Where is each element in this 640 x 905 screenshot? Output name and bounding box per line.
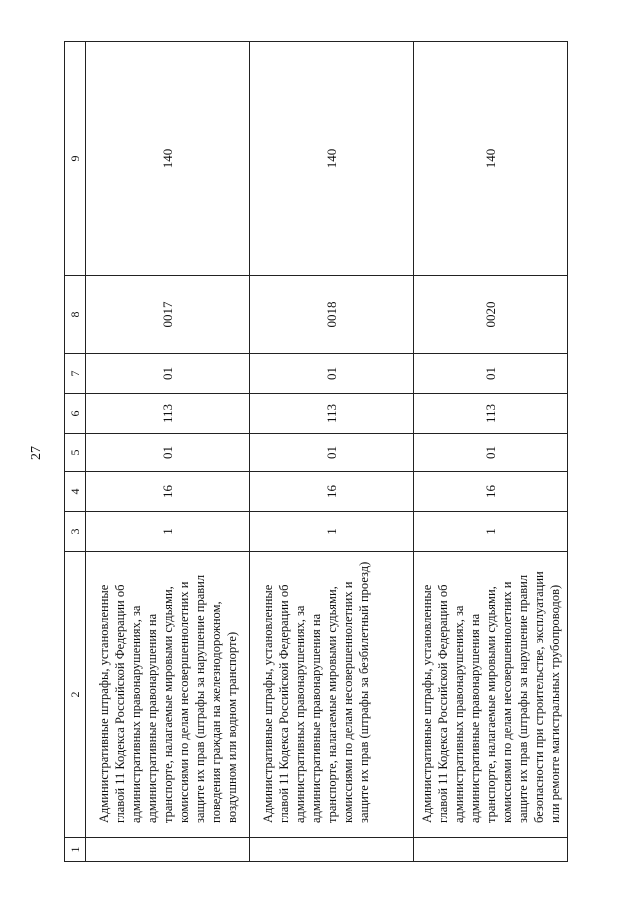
code-cell: 01 xyxy=(86,354,250,394)
header-cell-5: 5 xyxy=(65,434,86,472)
code-cell: 0020 xyxy=(414,276,568,354)
table-row xyxy=(414,42,568,862)
row-number-cell xyxy=(414,838,568,862)
code-cell: 1 xyxy=(414,512,568,552)
row-number-cell xyxy=(86,838,250,862)
header-row xyxy=(65,42,86,862)
header-cell-2: 2 xyxy=(65,552,86,838)
header-cell-3: 3 xyxy=(65,512,86,552)
header-cell-8: 8 xyxy=(65,276,86,354)
code-cell: 16 xyxy=(414,472,568,512)
code-cell: 140 xyxy=(86,42,250,276)
code-cell: 01 xyxy=(250,434,414,472)
code-cell: 140 xyxy=(414,42,568,276)
row-description: Административные штрафы, установленные главой 11 Кодекса Российской Федерации об административных правонарушениях, за административные правонарушения на транспорте, налагаемые мировыми судьями, комиссиями по делам несовершеннолетних и защите их прав (штрафы за нарушение правил безопасности при строительстве, эксплуатации или ремонте магистральных трубопроводов) xyxy=(414,552,568,838)
code-cell: 01 xyxy=(86,434,250,472)
header-cell-4: 4 xyxy=(65,472,86,512)
code-cell: 1 xyxy=(86,512,250,552)
rotated-table-container xyxy=(64,42,560,862)
row-description: Административные штрафы, установленные главой 11 Кодекса Российской Федерации об административных правонарушениях, за административные правонарушения на транспорте, налагаемые мировыми судьями, комиссиями по делам несовершеннолетних и защите их прав (штрафы за нарушение правил поведения граждан на железнодорожном, воздушном или водном транспорте) xyxy=(86,552,250,838)
code-cell: 140 xyxy=(250,42,414,276)
code-cell: 1 xyxy=(250,512,414,552)
code-cell: 01 xyxy=(250,354,414,394)
code-cell: 113 xyxy=(250,394,414,434)
code-cell: 16 xyxy=(86,472,250,512)
code-cell: 01 xyxy=(414,434,568,472)
budget-classification-table xyxy=(64,41,568,862)
code-cell: 16 xyxy=(250,472,414,512)
code-cell: 113 xyxy=(86,394,250,434)
header-cell-6: 6 xyxy=(65,394,86,434)
code-cell: 0017 xyxy=(86,276,250,354)
table-row xyxy=(86,42,250,862)
code-cell: 01 xyxy=(414,354,568,394)
row-number-cell xyxy=(250,838,414,862)
header-cell-7: 7 xyxy=(65,354,86,394)
page-number: 27 xyxy=(29,446,44,460)
row-description: Административные штрафы, установленные главой 11 Кодекса Российской Федерации об административных правонарушениях, за административные правонарушения на транспорте, налагаемые мировыми судьями, комиссиями по делам несовершеннолетних и защите их прав (штрафы за безбилетный проезд) xyxy=(250,552,414,838)
code-cell: 0018 xyxy=(250,276,414,354)
table-row xyxy=(250,42,414,862)
header-cell-1: 1 xyxy=(65,838,86,862)
code-cell: 113 xyxy=(414,394,568,434)
header-cell-9: 9 xyxy=(65,42,86,276)
